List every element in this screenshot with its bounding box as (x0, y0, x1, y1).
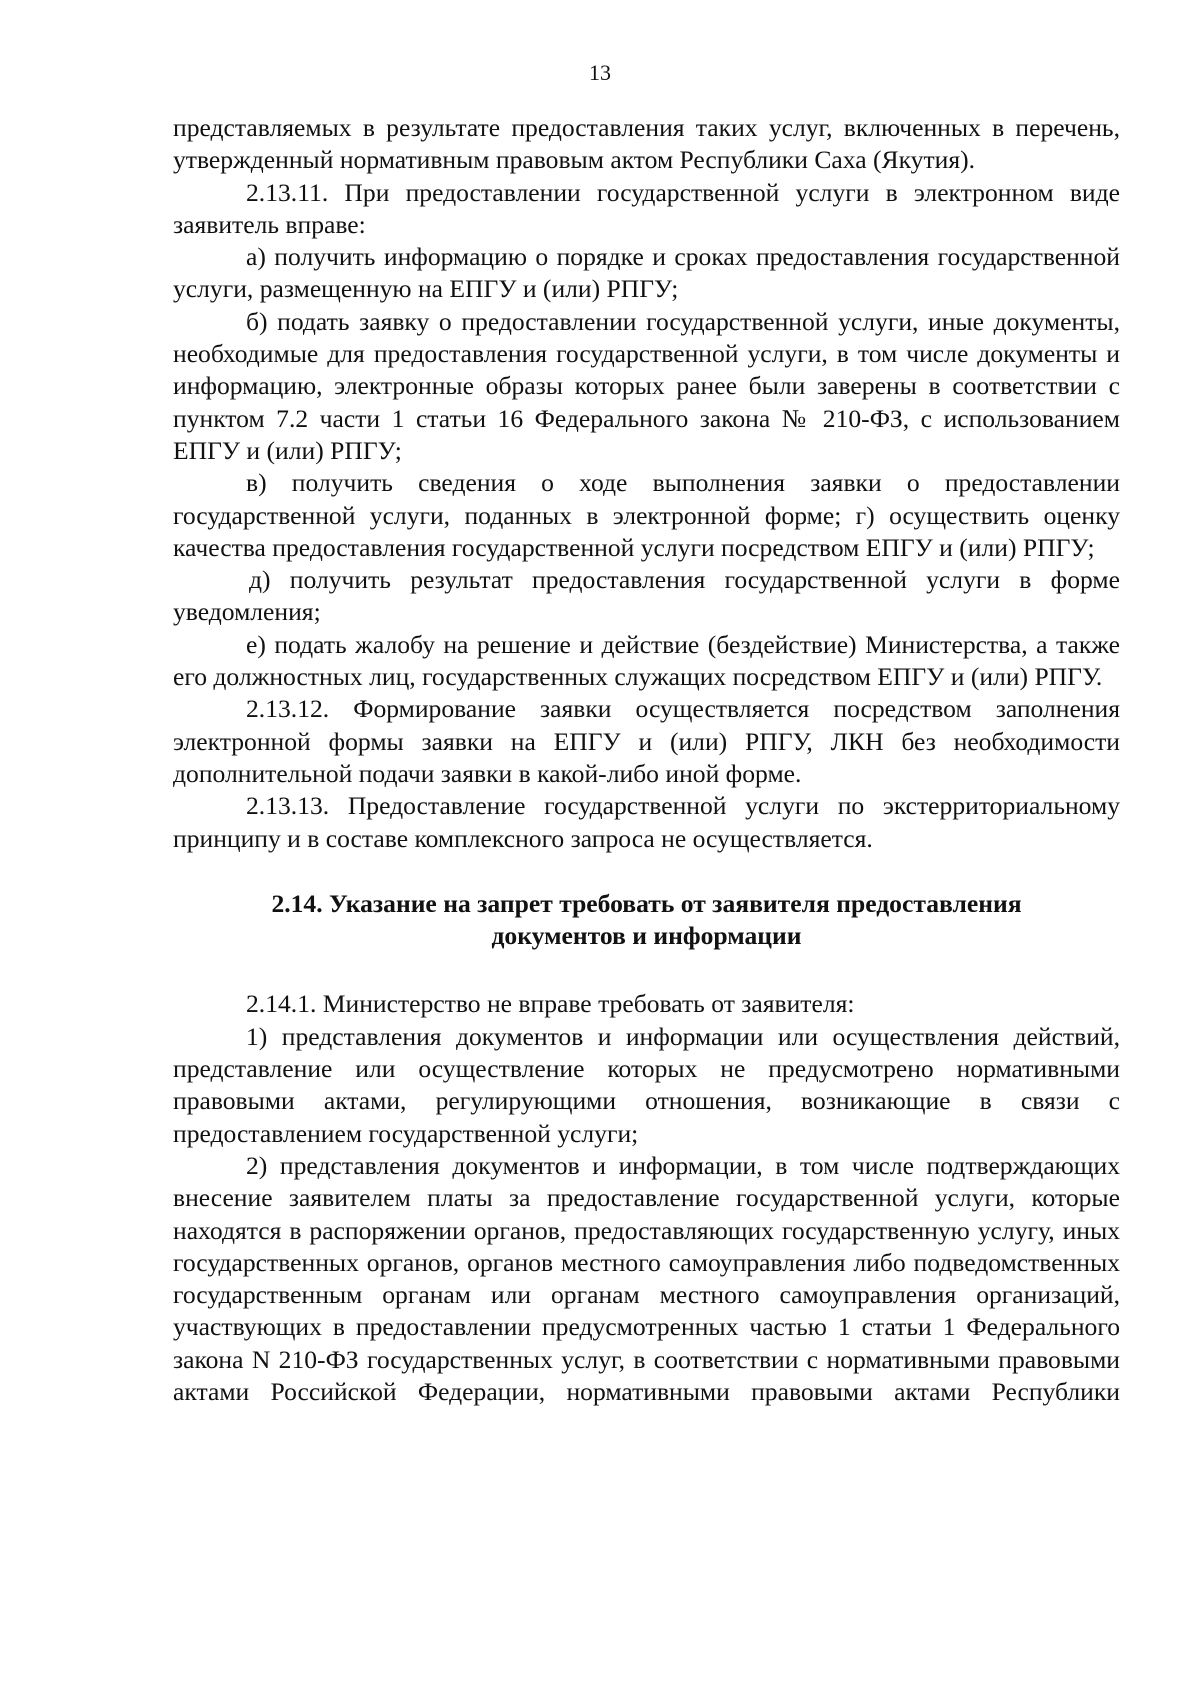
list-item-1: 1) представления документов и информации или осуществления действий, представление или осуществление которых не предусмотрено нормативными правовыми актами, регулирующими отношения, возникающие в связи с предоставлением государственной услуги; (173, 1021, 1120, 1148)
list-item-a: а) получить информацию о порядке и сроках предоставления государственной услуги, размещенную на ЕПГУ и (или) РПГУ; (173, 242, 1120, 304)
section-heading-line-2: документов и информации (491, 921, 802, 951)
list-item-v: в) получить сведения о ходе выполнения заявки о предоставлении государственной услуги, поданных в электронной форме; г) осуществить оценку качества предоставления государственной услуги посредством ЕПГУ и (или) РПГУ; (173, 468, 1120, 562)
paragraph-2-13-11: 2.13.11. При предоставлении государственной услуги в электронном виде заявитель вправе: (173, 177, 1120, 239)
page-number: 13 (589, 60, 611, 85)
paragraph-2-13-13: 2.13.13. Предоставление государственной услуги по экстерриториальному принципу и в составе комплексного запроса не осуществляется. (173, 791, 1120, 853)
list-item-d: д) получить результат предоставления государственной услуги в форме уведомления; (173, 565, 1120, 627)
section-heading-line-1: 2.14. Указание на запрет требовать от заявителя предоставления (271, 888, 1022, 918)
paragraph-2-14-1: 2.14.1. Министерство не вправе требовать от заявителя: (246, 989, 855, 1019)
section-heading-2-14 (173, 888, 1120, 953)
document-body (173, 112, 1120, 1408)
list-item-e: е) подать жалобу на решение и действие (бездействие) Министерства, а также его должностных лиц, государственных служащих посредством ЕПГУ и (или) РПГУ. (173, 629, 1120, 692)
list-item-2: 2) представления документов и информации, в том числе подтверждающих внесение заявителем платы за предоставление государственной услуги, которые находятся в распоряжении органов, предоставляющих государственную услугу, иных государственных органов, органов местного самоуправления либо подведомственных государственным органам или органам местного самоуправления организаций, участвующих в предоставлении предусмотренных частью 1 статьи 1 Федерального закона N 210-ФЗ государственных услуг, в соответствии с нормативными правовыми актами Российской Федерации, нормативными правовыми актами Республики (173, 1150, 1120, 1406)
list-item-b: б) подать заявку о предоставлении государственной услуги, иные документы, необходимые для предоставления государственной услуги, в том числе документы и информацию, электронные образы которых ранее были заверены в соответствии с пунктом 7.2 части 1 статьи 16 Федерального закона № 210-ФЗ, с использованием ЕПГУ и (или) РПГУ; (173, 306, 1120, 465)
paragraph-2-13-12: 2.13.12. Формирование заявки осуществляется посредством заполнения электронной формы заявки на ЕПГУ и (или) РПГУ, ЛКН без необходимости дополнительной подачи заявки в какой-либо иной форме. (173, 694, 1120, 788)
paragraph-continuation: представляемых в результате предоставления таких услуг, включенных в перечень, утвержденный нормативным правовым актом Республики Саха (Якутия). (173, 113, 1120, 175)
